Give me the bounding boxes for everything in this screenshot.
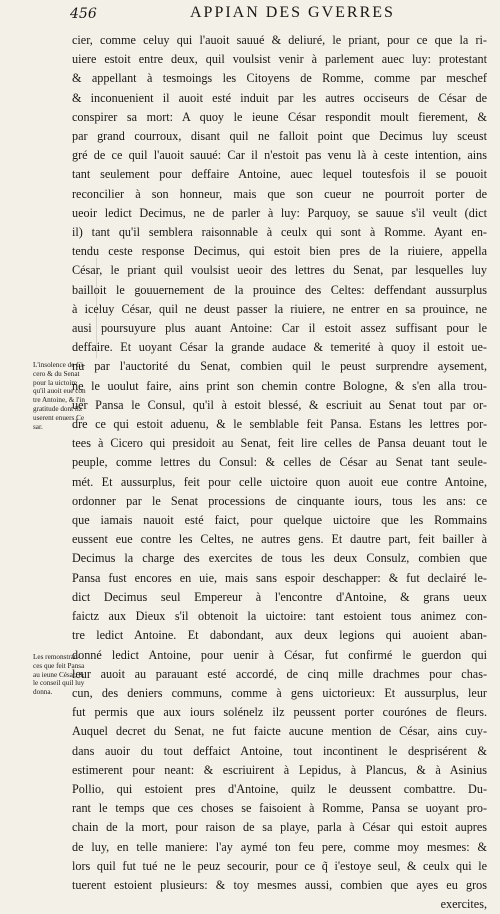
body-line: cun, des deniers communs, comme à gens uictorieux: Et aussurplus, leur bbox=[72, 685, 487, 700]
page-header bbox=[70, 4, 500, 26]
body-line: faictz aux Dieux s'il obtenoit la uictoire: tant estoient tous animez con- bbox=[72, 609, 487, 624]
body-line: tees à Cicero qui presidoit au Senat, feit lire celles de Pansa deuant tout le bbox=[72, 436, 487, 451]
body-line: il) tant qu'il semblera raisonnable à ceulx qui sont à Romme. Ayant en- bbox=[72, 225, 487, 240]
body-line: rant le temps que ces choses se faisoient à Romme, Pansa se uoyant pro- bbox=[72, 801, 487, 816]
body-line: dre ce qui estoit aduenu, & le semblable feit Pansa. Estans les lettres por- bbox=[72, 417, 487, 432]
body-line: deffaire. Et uoyant César la grande audace & temerité à quoy il estoit ue- bbox=[72, 340, 487, 355]
margin-note-line: pour la uictoire bbox=[33, 378, 77, 387]
body-line: leur auoit au parauant esté accordé, de cinq mille drachmes pour chas- bbox=[72, 666, 487, 681]
body-line: eussent eue contre les Celtes, ne autres gens. Et dautre part, feit bailler à bbox=[72, 532, 487, 547]
body-text bbox=[72, 31, 487, 914]
body-line: reconcilier à son honneur, mais que son cueur ne pourroit porter de bbox=[72, 186, 487, 201]
body-line: Pollio, qui estoient pres d'Antoine, quilz le deussent combattre. Du- bbox=[72, 781, 487, 796]
body-line: ordonner par le Senat processions de cinquante iours, tous les ans: ce bbox=[72, 493, 487, 508]
body-line: Auquel decret du Senat, ne fut faicte aucune mention de César, ains cuy- bbox=[72, 724, 487, 739]
margin-note-line: tre Antoine, & l'in bbox=[33, 396, 85, 405]
margin-note-line: L'insolence de Ci- bbox=[33, 361, 86, 369]
margin-note-line: Les remonstran- bbox=[33, 653, 80, 661]
body-line: chain de la mort, pour raison de sa playe, parla à César qui estoit aupres bbox=[72, 820, 487, 835]
margin-note-line: qu'il auoit eue con bbox=[33, 387, 86, 396]
body-line: de luy, en telle maniere: l'ay aymé ton feu pere, comme moy mesmes: & bbox=[72, 839, 487, 854]
body-line: ausi poursuyure plus auant Antoine: Car il estoit assez suffisant pour le bbox=[72, 321, 487, 336]
body-line: par grand courroux, disant quil ne falloit point que Decimus luy sceust bbox=[72, 129, 487, 144]
body-line: peuple, comme lettres du Consul: & celles de César au Senat tant seule- bbox=[72, 455, 487, 470]
body-line: cier, comme celuy qui l'auoit sauué & deliuré, le priant, pour ce que la ri- bbox=[72, 33, 487, 47]
margin-note-line: au ieune César, & bbox=[33, 670, 85, 679]
margin-note-line: userent enuers Ce bbox=[33, 413, 85, 422]
margin-note-line: cero & du Senat bbox=[33, 369, 80, 378]
body-line: bailloit le gouuernement de la prouince des Celtes: deffendant aussurplus bbox=[72, 282, 487, 297]
body-line: conspirer sa mort: A quoy le ieune César respondit moult fierement, & bbox=[72, 109, 487, 124]
body-line: ueoir ledict Decimus, ne de parler à luy: Parquoy, se sauue s'il veult (dict bbox=[72, 205, 487, 220]
body-line: à iceluy César, quil ne deust passer la riuiere, ne entrer en sa prouince, ne bbox=[72, 301, 487, 316]
body-line: tendu ceste response Decimus, qui estoit bien pres de la riuiere, appella bbox=[72, 244, 487, 259]
body-line: lors quil fut tué ne le peuz secourir, pour ce q̃ i'estoye seul, & ceulx qui le bbox=[72, 858, 487, 873]
body-line: estimerent pour neant: & escriuirent à Lepidus, à Plancus, & à Asinius bbox=[72, 762, 487, 777]
body-line: uiere estoit entre deux, quil voulsist venir à parlement auec luy: protestant bbox=[72, 52, 487, 67]
body-line: mét. Et aussurplus, feit pour celle uictoire quon auoit eue contre Antoine, bbox=[72, 474, 487, 489]
margin-note-line: ces que feit Pansa bbox=[33, 661, 85, 670]
body-line: dans auoir du tout deffaict Antoine, tout incontinent le desprisérent & bbox=[72, 743, 487, 758]
body-line: tuerent estoient plusieurs: & toy mesmes aussi, combien que ayes eu gros bbox=[72, 877, 487, 892]
margin-note-line: donna. bbox=[33, 688, 53, 697]
margin-note-line: gratitude dont ilz bbox=[33, 404, 83, 413]
body-line: tant seulement pour deffaire Antoine, auec lequel toutesfois il se pouoit bbox=[72, 167, 487, 182]
body-line: fut permis que aux iours solénelz ilz peussent porter courónes de fleurs. bbox=[72, 705, 487, 720]
body-line: ne le uoulut faire, ains print son chemin contre Bologne, & s'en alla trou- bbox=[72, 378, 487, 393]
page-number: 456 bbox=[70, 6, 97, 22]
body-line: gré de ce quil l'auoit sauué: Car il n'estoit pas venu là à ceste intention, ains bbox=[72, 148, 487, 163]
body-line: dict Decimus seul Empereur à l'encontre d'Antoine, & grans ueux bbox=[72, 589, 487, 604]
body-line: Decimus la charge des exercites de tous les deux Consulz, combien que bbox=[72, 551, 487, 566]
body-line: & appellant à tesmoings les Citoyens de Romme, comme par meschef bbox=[72, 71, 487, 86]
body-line: tre ledict Antoine. Et dabondant, aux deux legions qui auoient aban- bbox=[72, 628, 487, 643]
body-line: & inconuenient il auoit esté induit par les autres occiseurs de César de bbox=[72, 90, 487, 105]
body-line: que iamais nauoit esté faict, pour quelque uictoire que les Rommains bbox=[72, 513, 487, 528]
body-line: uer Pansa le Consul, qu'il à estoit blessé, & escriuit au Senat tout par or- bbox=[72, 397, 487, 412]
margin-note-line: le conseil quil luy bbox=[33, 679, 85, 688]
body-line: exercites, bbox=[440, 897, 487, 912]
body-line: donné ledict Antoine, pour uenir à César, fut confirmé le guerdon qui bbox=[72, 647, 487, 662]
body-line: Pansa fust encores en uie, mais sans espoir deschapper: & fut declairé le- bbox=[72, 570, 487, 585]
body-line: nu par l'auctorité du Senat, combien quil le peust surprendre aysement, bbox=[72, 359, 487, 374]
running-title: APPIAN DES GVERRES bbox=[190, 4, 395, 21]
body-line: César, le priant quil voulsist ueoir des lettres du Senat, par lesquelles luy bbox=[72, 263, 487, 278]
margin-note-line: sar. bbox=[33, 422, 43, 431]
